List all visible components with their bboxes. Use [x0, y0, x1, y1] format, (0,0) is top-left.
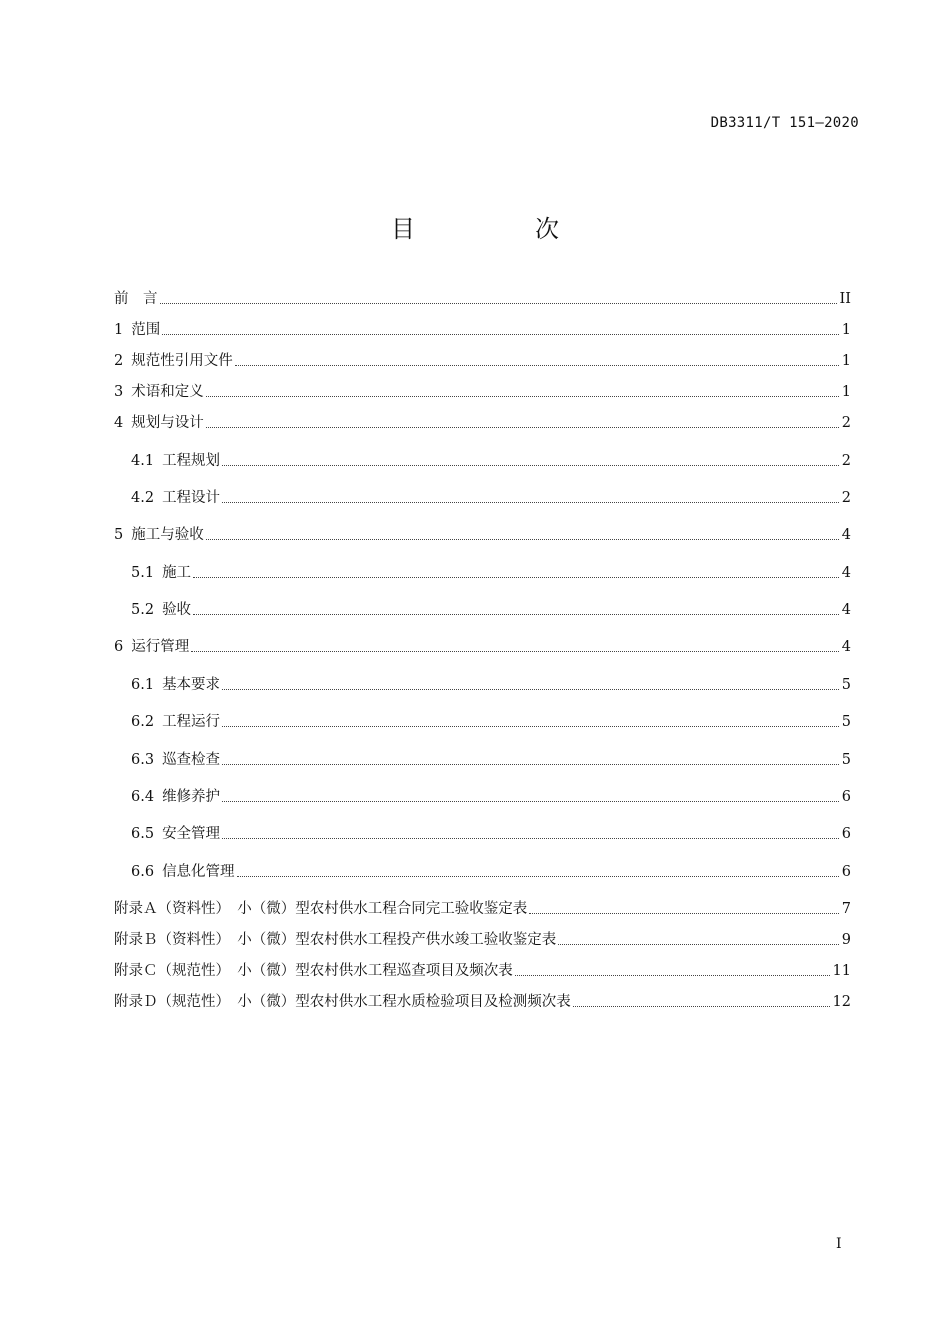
toc-entry-label: 附录Ｃ（规范性） 小（微）型农村供水工程巡查项目及频次表	[114, 963, 513, 979]
toc-entry-number: 6.1	[131, 677, 155, 693]
toc-leader-dots	[222, 726, 839, 727]
toc-entry-page: 1	[841, 384, 851, 400]
toc-entry-page: II	[839, 291, 851, 307]
toc-entry-5[interactable]	[114, 524, 851, 546]
toc-leader-dots	[222, 801, 839, 802]
toc-entry-label: 工程规划	[162, 453, 221, 469]
toc-entry-label: 巡查检查	[162, 752, 221, 768]
toc-entry-appendix-c[interactable]	[114, 960, 851, 982]
toc-entry-6-5[interactable]	[131, 823, 851, 845]
toc-leader-dots	[222, 502, 839, 503]
toc-entry-label: 安全管理	[162, 826, 221, 842]
toc-entry-number: 6.4	[131, 789, 155, 805]
toc-entry-page: 2	[841, 415, 851, 431]
toc-entry-appendix-a[interactable]	[114, 898, 851, 920]
toc-entry-number: 6.5	[131, 826, 155, 842]
toc-entry-number: 4.1	[131, 453, 155, 469]
toc-entry-page: 5	[841, 677, 851, 693]
toc-leader-dots	[237, 876, 839, 877]
page-title: 目 次	[391, 215, 607, 243]
toc-entry-page: 4	[841, 527, 851, 543]
toc-entry-number: 4	[114, 415, 124, 431]
toc-entry-label: 信息化管理	[162, 864, 235, 880]
toc-entry-label: 基本要求	[162, 677, 221, 693]
toc-entry-page: 4	[841, 602, 851, 618]
toc-leader-dots	[529, 913, 839, 914]
toc-leader-dots	[191, 651, 839, 652]
toc-entry-6-4[interactable]	[131, 786, 851, 808]
toc-entry-label: 附录Ａ（资料性） 小（微）型农村供水工程合同完工验收鉴定表	[114, 901, 528, 917]
toc-entry-page: 6	[841, 826, 851, 842]
toc-entry-4[interactable]	[114, 412, 851, 434]
toc-entry-page: 7	[841, 901, 851, 917]
toc-entry-label: 维修养护	[162, 789, 221, 805]
toc-entry-page: 1	[841, 353, 851, 369]
toc-entry-number: 4.2	[131, 490, 155, 506]
document-code: DB3311/T 151—2020	[710, 115, 859, 131]
toc-entry-number: 6	[114, 639, 124, 655]
toc-entry-page: 4	[841, 565, 851, 581]
toc-leader-dots	[573, 1006, 830, 1007]
toc-entry-label: 工程设计	[162, 490, 221, 506]
toc-entry-appendix-d[interactable]	[114, 991, 851, 1013]
toc-entry-4-1[interactable]	[131, 450, 851, 472]
toc-entry-number: 5.2	[131, 602, 155, 618]
toc-leader-dots	[515, 975, 830, 976]
toc-entry-page: 4	[841, 639, 851, 655]
toc-leader-dots	[206, 396, 839, 397]
toc-entry-label: 施工与验收	[131, 527, 204, 543]
toc-entry-6-2[interactable]	[131, 711, 851, 733]
toc-leader-dots	[162, 334, 839, 335]
toc-leader-dots	[206, 427, 839, 428]
toc-entry-6-1[interactable]	[131, 674, 851, 696]
toc-entry-label: 术语和定义	[131, 384, 204, 400]
toc-entry-label: 前 言	[114, 291, 158, 307]
toc-entry-6-3[interactable]	[131, 749, 851, 771]
toc-leader-dots	[222, 838, 839, 839]
toc-entry-label: 运行管理	[131, 639, 190, 655]
toc-entry-page: 12	[832, 994, 851, 1010]
toc-entry-label: 附录Ｂ（资料性） 小（微）型农村供水工程投产供水竣工验收鉴定表	[114, 932, 557, 948]
toc-entry-number: 1	[114, 322, 124, 338]
toc-entry-label: 工程运行	[162, 714, 221, 730]
toc-entry-label: 规范性引用文件	[131, 353, 233, 369]
toc-leader-dots	[160, 303, 837, 304]
toc-entry-number: 5	[114, 527, 124, 543]
toc-entry-label: 验收	[162, 602, 192, 618]
toc-entry-label: 范围	[131, 322, 161, 338]
toc-entry-label: 规划与设计	[131, 415, 204, 431]
toc-entry-page: 2	[841, 490, 851, 506]
toc-entry-page: 9	[841, 932, 851, 948]
toc-entry-6-6[interactable]	[131, 861, 851, 883]
toc-entry-label: 附录Ｄ（规范性） 小（微）型农村供水工程水质检验项目及检测频次表	[114, 994, 571, 1010]
toc-entry-foreword[interactable]	[114, 288, 851, 310]
toc-leader-dots	[206, 539, 839, 540]
toc-entry-5-1[interactable]	[131, 562, 851, 584]
toc-entry-appendix-b[interactable]	[114, 929, 851, 951]
toc-entry-number: 6.3	[131, 752, 155, 768]
toc-entry-number: 3	[114, 384, 124, 400]
toc-leader-dots	[193, 577, 839, 578]
toc-entry-page: 5	[841, 714, 851, 730]
toc-entry-page: 6	[841, 864, 851, 880]
toc-entry-3[interactable]	[114, 381, 851, 403]
toc-entry-page: 2	[841, 453, 851, 469]
toc-entry-4-2[interactable]	[131, 487, 851, 509]
toc-entry-page: 1	[841, 322, 851, 338]
toc-entry-number: 6.6	[131, 864, 155, 880]
toc-entry-6[interactable]	[114, 636, 851, 658]
page-number: I	[836, 1236, 842, 1252]
toc-entry-page: 5	[841, 752, 851, 768]
toc-entry-number: 6.2	[131, 714, 155, 730]
toc-entry-number: 2	[114, 353, 124, 369]
toc-leader-dots	[222, 764, 839, 765]
toc-leader-dots	[193, 614, 839, 615]
toc-entry-1[interactable]	[114, 319, 851, 341]
toc-entry-page: 11	[832, 963, 851, 979]
toc-leader-dots	[235, 365, 839, 366]
toc-entry-2[interactable]	[114, 350, 851, 372]
toc-entry-number: 5.1	[131, 565, 155, 581]
toc-entry-label: 施工	[162, 565, 192, 581]
toc-leader-dots	[558, 944, 839, 945]
toc-entry-5-2[interactable]	[131, 599, 851, 621]
toc-leader-dots	[222, 465, 839, 466]
toc-leader-dots	[222, 689, 839, 690]
toc-entry-page: 6	[841, 789, 851, 805]
